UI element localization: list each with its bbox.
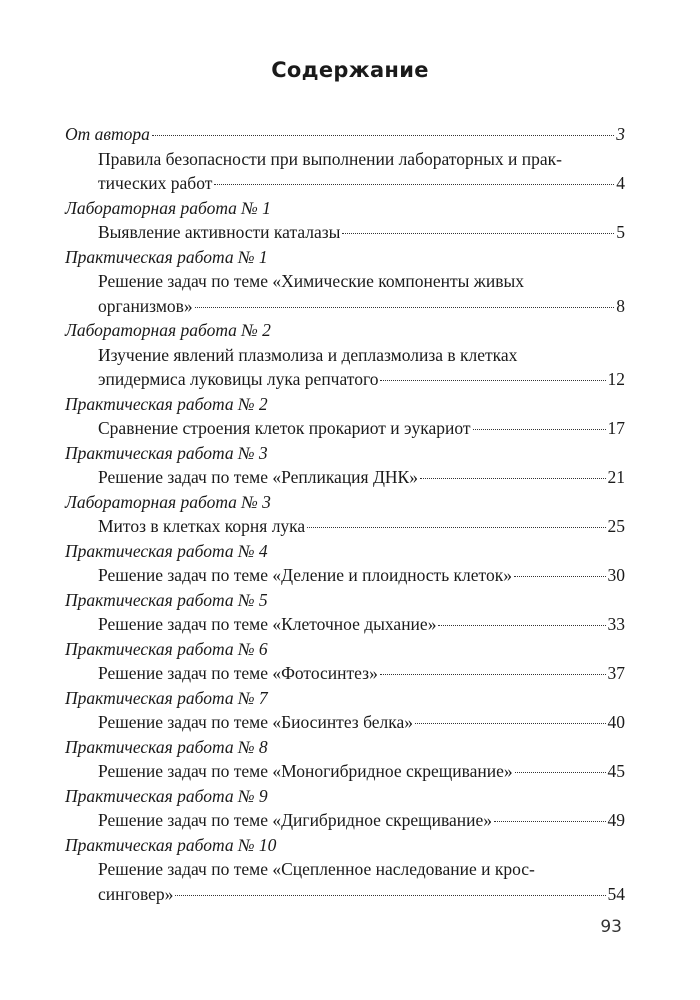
- toc-entry-heading[interactable]: [65, 245, 625, 270]
- toc-page-number: 45: [607, 761, 625, 781]
- toc-title-text: Решение задач по теме «Моногибридное скрещивание»: [98, 761, 513, 781]
- toc-title-text: эпидермиса луковицы лука репчатого: [98, 369, 379, 389]
- toc-page-number: 49: [607, 810, 625, 830]
- toc-title-text: Решение задач по теме «Клеточное дыхание»: [98, 614, 437, 634]
- toc-title-text: Решение задач по теме «Деление и плоидность клеток»: [98, 565, 512, 585]
- dot-leader: [380, 380, 605, 381]
- toc-entry-heading[interactable]: [65, 441, 625, 466]
- toc-entry-heading[interactable]: [65, 588, 625, 613]
- toc-entry-title-line[interactable]: [65, 294, 625, 319]
- toc-title-text: Решение задач по теме «Фотосинтез»: [98, 663, 378, 683]
- dot-leader: [307, 527, 605, 528]
- toc-entry-heading[interactable]: [65, 784, 625, 809]
- toc-entry-heading[interactable]: [65, 686, 625, 711]
- toc-entry-title-line[interactable]: [65, 269, 625, 294]
- toc-entry-title-line[interactable]: [65, 612, 625, 637]
- toc-page-number: 4: [616, 173, 625, 193]
- toc-page-number: 25: [607, 516, 625, 536]
- toc-heading-text: Практическая работа № 1: [65, 246, 268, 267]
- toc-heading-text: Лабораторная работа № 1: [65, 197, 271, 218]
- toc-title-text: Решение задач по теме «Дигибридное скрещивание»: [98, 810, 492, 830]
- toc-entry[interactable]: [65, 196, 625, 245]
- dot-leader: [214, 184, 614, 185]
- toc-page-number: 40: [607, 712, 625, 732]
- toc-heading-text: Практическая работа № 9: [65, 785, 268, 806]
- toc-page-number: 12: [607, 369, 625, 389]
- toc-entry[interactable]: [65, 735, 625, 784]
- toc-title-text: синговер»: [98, 883, 174, 904]
- toc-entry-title-line[interactable]: [65, 661, 625, 686]
- toc-entry-title-line[interactable]: [65, 882, 625, 907]
- toc-heading-text: Практическая работа № 5: [65, 589, 268, 610]
- table-of-contents: [65, 122, 625, 906]
- toc-title-text: организмов»: [98, 295, 193, 316]
- dot-leader: [515, 772, 606, 773]
- toc-entry-title-line[interactable]: [65, 220, 625, 245]
- page-title: Содержание: [271, 58, 429, 82]
- toc-page-number: 8: [616, 295, 625, 316]
- dot-leader: [494, 821, 606, 822]
- dot-leader: [514, 576, 606, 577]
- toc-entry-heading[interactable]: [65, 735, 625, 760]
- toc-heading-text: Практическая работа № 2: [65, 393, 268, 414]
- toc-entry-heading[interactable]: [65, 539, 625, 564]
- dot-leader: [415, 723, 605, 724]
- toc-title-text: Сравнение строения клеток прокариот и эукариот: [98, 418, 471, 438]
- toc-page-number: 3: [616, 124, 625, 144]
- toc-heading-text: Практическая работа № 3: [65, 442, 268, 463]
- toc-title-text: Изучение явлений плазмолиза и деплазмолиза в клетках: [98, 344, 518, 365]
- toc-entry-heading[interactable]: [65, 490, 625, 515]
- toc-heading-text: От автора: [65, 124, 150, 144]
- toc-heading-text: Практическая работа № 8: [65, 736, 268, 757]
- toc-entry-title-line[interactable]: [65, 514, 625, 539]
- toc-title-text: Решение задач по теме «Биосинтез белка»: [98, 712, 414, 732]
- toc-entry-heading[interactable]: [65, 196, 625, 221]
- toc-entry[interactable]: [65, 147, 625, 196]
- dot-leader: [380, 674, 606, 675]
- dot-leader: [175, 895, 605, 896]
- toc-page-number: 33: [607, 614, 625, 634]
- toc-entry-title-line[interactable]: [65, 171, 625, 196]
- toc-title-text: Решение задач по теме «Химические компоненты живых: [98, 271, 525, 291]
- toc-entry-heading[interactable]: [65, 637, 625, 662]
- toc-heading-text: Практическая работа № 4: [65, 540, 268, 561]
- dot-leader: [195, 307, 615, 308]
- toc-entry-heading[interactable]: [65, 318, 625, 343]
- toc-heading-text: Лабораторная работа № 2: [65, 320, 271, 340]
- toc-entry-title-line[interactable]: [65, 465, 625, 490]
- toc-page-number: 37: [607, 663, 625, 683]
- toc-entry-title-line[interactable]: [65, 857, 625, 882]
- toc-title-text: Митоз в клетках корня лука: [98, 516, 306, 536]
- toc-title-text: Решение задач по теме «Сцепленное наследование и крос-: [98, 859, 535, 879]
- toc-heading-text: Практическая работа № 6: [65, 638, 268, 659]
- dot-leader: [473, 429, 606, 430]
- toc-title-text: Правила безопасности при выполнении лабораторных и прак-: [98, 148, 562, 169]
- toc-entry[interactable]: [65, 588, 625, 637]
- toc-heading-text: Практическая работа № 7: [65, 687, 268, 708]
- dot-leader: [152, 135, 614, 136]
- toc-entry-title-line[interactable]: [65, 416, 625, 441]
- toc-entry-title-line[interactable]: [65, 367, 625, 392]
- toc-page-number: 21: [607, 467, 625, 487]
- toc-heading-text: Практическая работа № 10: [65, 834, 277, 855]
- toc-heading-text: Лабораторная работа № 3: [65, 491, 271, 512]
- page-number: 93: [600, 917, 622, 937]
- toc-entry-title-line[interactable]: [65, 808, 625, 833]
- toc-entry[interactable]: [65, 637, 625, 686]
- toc-entry[interactable]: [65, 392, 625, 441]
- toc-entry-heading[interactable]: [65, 122, 625, 147]
- toc-page-number: 30: [607, 565, 625, 585]
- toc-entry-title-line[interactable]: [65, 563, 625, 588]
- toc-title-text: Решение задач по теме «Репликация ДНК»: [98, 467, 418, 487]
- toc-entry[interactable]: [65, 122, 625, 147]
- toc-entry[interactable]: [65, 784, 625, 833]
- toc-page-number: 17: [607, 418, 625, 438]
- dot-leader: [438, 625, 605, 626]
- toc-entry[interactable]: [65, 245, 625, 319]
- dot-leader: [420, 478, 606, 479]
- toc-title-text: тических работ: [98, 173, 213, 193]
- toc-entry[interactable]: [65, 686, 625, 735]
- toc-entry-title-line[interactable]: [65, 343, 625, 368]
- toc-page-number: 5: [616, 222, 625, 242]
- toc-entry[interactable]: [65, 833, 625, 907]
- toc-title-text: Выявление активности каталазы: [98, 222, 341, 242]
- toc-entry[interactable]: [65, 441, 625, 490]
- toc-entry[interactable]: [65, 318, 625, 392]
- toc-page-number: 54: [607, 883, 625, 904]
- toc-entry-title-line[interactable]: [65, 147, 625, 172]
- toc-entry-heading[interactable]: [65, 833, 625, 858]
- toc-entry[interactable]: [65, 539, 625, 588]
- toc-entry-heading[interactable]: [65, 392, 625, 417]
- toc-entry[interactable]: [65, 490, 625, 539]
- toc-entry-title-line[interactable]: [65, 759, 625, 784]
- toc-entry-title-line[interactable]: [65, 710, 625, 735]
- dot-leader: [342, 233, 614, 234]
